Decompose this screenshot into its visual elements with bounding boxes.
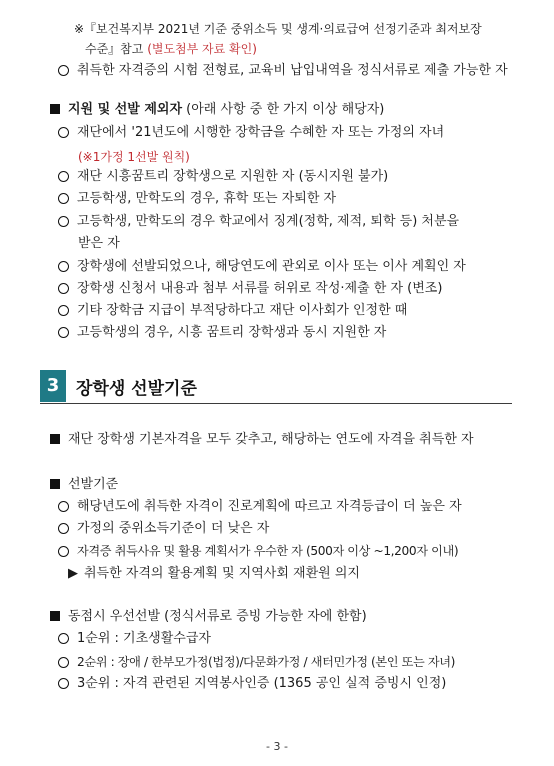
priority-item	[58, 630, 211, 648]
priority-item-text: 3순위 : 자격 관련된 지역봉사인증 (1365 공인 실적 증빙시 인정)	[77, 676, 447, 691]
criteria-item	[58, 542, 458, 561]
reference-note-line2	[85, 40, 257, 58]
triangle-bullet-icon: ▶	[68, 566, 78, 581]
circle-bullet-icon	[58, 523, 69, 534]
reference-note-text: 수준』참고	[85, 42, 148, 56]
exclusion-item-text: 고등학생, 만학도의 경우 학교에서 징계(정학, 제적, 퇴학 등) 처분을	[77, 214, 460, 229]
section-title: 장학생 선발기준	[76, 379, 197, 399]
section-number: 3	[40, 370, 66, 402]
exclusion-item	[58, 302, 407, 320]
priority-item-text: 2순위 : 장애 / 한부모가정(법정)/다문화가정 / 새터민가정 (본인 또는 자녀)	[77, 655, 455, 669]
exclusion-item-text: 고등학생, 만학도의 경우, 휴학 또는 자퇴한 자	[77, 191, 337, 206]
exclusion-item	[58, 168, 388, 186]
exclusion-item-continuation: 받은 자	[78, 236, 120, 251]
circle-bullet-icon	[58, 501, 69, 512]
exclusion-item	[58, 213, 459, 231]
criteria-heading	[50, 476, 118, 494]
circle-bullet-icon	[58, 65, 69, 76]
basic-eligibility	[50, 431, 474, 449]
priority-item	[58, 653, 455, 672]
exclusion-item-text: 재단에서 '21년도에 시행한 장학금을 수혜한 자 또는 가정의 자녀	[77, 125, 445, 140]
criteria-item-text: 가정의 중위소득기준이 더 낮은 자	[77, 521, 270, 536]
circle-bullet-icon	[58, 261, 69, 272]
reference-note-line1: ※『보건복지부 2021년 기준 중위소득 및 생계·의료급여 선정기준과 최저보장	[74, 22, 482, 36]
circle-bullet-icon	[58, 678, 69, 689]
criteria-item	[58, 498, 462, 516]
basic-eligibility-text: 재단 장학생 기본자격을 모두 갖추고, 해당하는 연도에 자격을 취득한 자	[68, 432, 474, 447]
criteria-sub-text: 취득한 자격의 활용계획 및 지역사회 재환원 의지	[84, 566, 360, 581]
exclusion-item-text: 장학생 신청서 내용과 첨부 서류를 허위로 작성·제출 한 자 (변조)	[77, 281, 443, 296]
exclusion-item	[58, 190, 336, 208]
section-divider	[40, 403, 512, 404]
exclusion-heading-bold: 지원 및 선발 제외자	[68, 102, 183, 117]
exclusion-item-text: 재단 시흥꿈트리 장학생으로 지원한 자 (동시지원 불가)	[77, 169, 389, 184]
criteria-item-text: 해당년도에 취득한 자격이 진로계획에 따르고 자격등급이 더 높은 자	[77, 499, 462, 514]
attachment-note: (별도첨부 자료 확인)	[147, 42, 257, 56]
criteria-item	[58, 520, 269, 538]
cert-exam-text: 취득한 자격증의 시험 전형료, 교육비 납입내역을 정식서류로 제출 가능한 자	[77, 63, 508, 78]
circle-bullet-icon	[58, 327, 69, 338]
circle-bullet-icon	[58, 171, 69, 182]
exclusion-item	[58, 124, 444, 142]
priority-heading-text: 동점시 우선선발 (정식서류로 증빙 가능한 자에 한함)	[68, 609, 367, 624]
circle-bullet-icon	[58, 283, 69, 294]
criteria-sub-item	[68, 565, 360, 583]
square-bullet-icon	[50, 104, 60, 114]
priority-item-text: 1순위 : 기초생활수급자	[77, 631, 211, 646]
exclusion-item	[58, 280, 442, 298]
circle-bullet-icon	[58, 216, 69, 227]
circle-bullet-icon	[58, 633, 69, 644]
criteria-item-text: 자격증 취득사유 및 활용 계획서가 우수한 자 (500자 이상 ~1,200자 이내)	[77, 544, 459, 558]
exclusion-heading-rest: (아래 사항 중 한 가지 이상 해당자)	[182, 102, 385, 117]
priority-item	[58, 675, 446, 693]
exclusion-item	[58, 324, 386, 342]
circle-bullet-icon	[58, 305, 69, 316]
exclusion-item-text: 기타 장학금 지급이 부적당하다고 재단 이사회가 인정한 때	[77, 303, 408, 318]
exclusion-item-text: 장학생에 선발되었으나, 해당연도에 관외로 이사 또는 이사 계획인 자	[77, 259, 466, 274]
circle-bullet-icon	[58, 546, 69, 557]
cert-exam-item	[58, 62, 508, 80]
section-header	[40, 370, 514, 404]
circle-bullet-icon	[58, 657, 69, 668]
one-family-note: (※1가정 1선발 원칙)	[78, 150, 190, 164]
priority-heading	[50, 608, 367, 626]
square-bullet-icon	[50, 611, 60, 621]
criteria-heading-text: 선발기준	[68, 477, 119, 492]
square-bullet-icon	[50, 434, 60, 444]
exclusion-item-text: 고등학생의 경우, 시흥 꿈트리 장학생과 동시 지원한 자	[77, 325, 387, 340]
square-bullet-icon	[50, 479, 60, 489]
circle-bullet-icon	[58, 127, 69, 138]
exclusion-heading	[50, 101, 384, 119]
page-number: - 3 -	[266, 740, 288, 753]
circle-bullet-icon	[58, 193, 69, 204]
exclusion-item	[58, 258, 466, 276]
